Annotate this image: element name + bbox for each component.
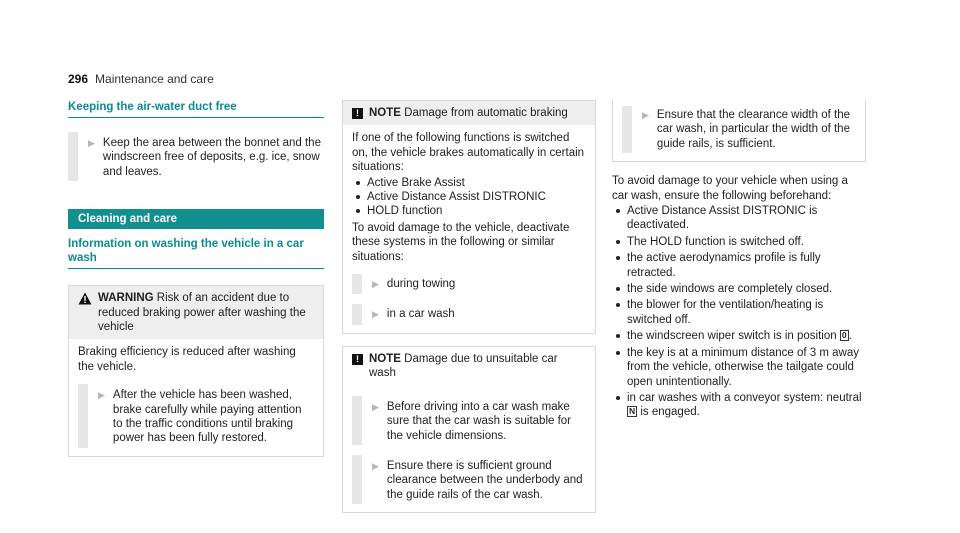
column-2 (342, 100, 596, 513)
note-body (613, 100, 865, 161)
step-arrow-icon: ▶ (372, 460, 379, 471)
note-step (352, 304, 586, 324)
warning-label: WARNING (98, 292, 154, 305)
step-bar (68, 132, 78, 181)
note-outro: To avoid damage to the vehicle, deactivate these systems in the following or similar situations: (352, 221, 570, 263)
note-body (343, 125, 595, 332)
note-step-text: Ensure there is sufficient ground clearance between the underbody and the guide rails of the car wash. (386, 459, 583, 501)
list-item (612, 391, 866, 420)
note-step-text: in a car wash (386, 308, 455, 321)
car-wash-checklist (612, 204, 866, 420)
step-arrow-icon: ▶ (642, 110, 649, 120)
list-item: Active Distance Assist DISTRONIC (352, 190, 586, 204)
warning-box (68, 285, 324, 457)
note-step (352, 396, 586, 445)
page-number: 296 (68, 72, 89, 86)
warning-text: Braking efficiency is reduced after washing the vehicle. (78, 346, 296, 373)
warning-header (69, 286, 323, 339)
car-wash-intro: To avoid damage to your vehicle when using a car wash, ensure the following beforehand: (612, 175, 848, 202)
warning-title: Risk of an accident due to reduced braking power after washing the vehicle (98, 292, 306, 334)
note-body (343, 396, 595, 512)
warning-triangle-icon (78, 292, 92, 305)
note-header (343, 347, 595, 386)
step-bar (352, 304, 362, 324)
note-box-automatic-braking (342, 100, 596, 334)
exclamation-icon: ! (352, 354, 363, 365)
note-label: NOTE (369, 107, 401, 119)
warning-body (69, 339, 323, 455)
note-label: NOTE (369, 352, 401, 365)
page-header (68, 72, 214, 86)
list-item (612, 329, 866, 343)
column-3 (612, 100, 866, 420)
section-banner-cleaning: Cleaning and care (68, 209, 324, 229)
subheading-car-wash: Information on washing the vehicle in a car wash (68, 237, 324, 269)
note-step (352, 455, 586, 504)
wiper-position-key: 0 (841, 330, 847, 341)
list-item: the side windows are completely closed. (612, 282, 866, 296)
list-item: Active Distance Assist DISTRONIC is deactivated. (612, 204, 866, 233)
note-title: Damage from automatic braking (404, 107, 568, 119)
page-section-title: Maintenance and care (95, 72, 214, 86)
list-item: Active Brake Assist (352, 176, 586, 190)
list-item: the active aerodynamics profile is fully retracted. (612, 251, 866, 280)
step-bar (352, 274, 362, 294)
column-1 (68, 100, 324, 457)
neutral-gear-key: N (629, 406, 636, 417)
warning-step-text: After the vehicle has been washed, brake carefully while paying attention to the traffic conditions until braking power has been fully restored. (112, 389, 302, 445)
step-arrow-icon: ▶ (88, 138, 95, 148)
note-step-text: Ensure that the clearance width of the car wash, in particular the width of the guide rails, is sufficient. (656, 109, 850, 150)
note-step-text: Before driving into a car wash make sure that the car wash is suitable for the vehicle dimensions. (386, 400, 572, 442)
list-item-text: in car washes with a conveyor system: neutral (627, 391, 862, 404)
note-header (343, 101, 595, 125)
list-item: the key is at a minimum distance of 3 m away from the vehicle, otherwise the tailgate could open unintentionally. (612, 346, 866, 389)
step-arrow-icon: ▶ (98, 390, 105, 401)
warning-step (78, 384, 314, 448)
note-intro: If one of the following functions is switched on, the vehicle brakes automatically in certain situations: (352, 132, 585, 174)
note-step (622, 106, 856, 153)
note-box-unsuitable-car-wash (342, 346, 596, 513)
step-bar (352, 396, 362, 445)
list-item-text: the windscreen wiper switch is in position (627, 330, 837, 343)
list-item: HOLD function (352, 204, 586, 218)
section-heading-air-water-duct: Keeping the air-water duct free (68, 100, 324, 118)
step-arrow-icon: ▶ (372, 309, 379, 320)
step-bar (78, 384, 88, 448)
step-text: Keep the area between the bonnet and the windscreen free of deposits, e.g. ice, snow and leaves. (102, 137, 321, 178)
list-item: The HOLD function is switched off. (612, 235, 866, 249)
note-step-text: during towing (386, 278, 456, 291)
note-continuation-box (612, 100, 866, 162)
step-bar (622, 106, 632, 153)
note-title: Damage due to unsuitable car wash (369, 352, 558, 380)
step-bar (352, 455, 362, 504)
function-list (352, 176, 586, 219)
step-arrow-icon: ▶ (372, 401, 379, 412)
exclamation-icon: ! (352, 108, 363, 119)
instruction-step (68, 132, 324, 181)
list-item-text: is engaged. (640, 406, 700, 419)
note-step (352, 274, 586, 294)
list-item-text: . (848, 330, 852, 343)
step-arrow-icon: ▶ (372, 279, 379, 290)
list-item: the blower for the ventilation/heating is switched off. (612, 298, 866, 327)
